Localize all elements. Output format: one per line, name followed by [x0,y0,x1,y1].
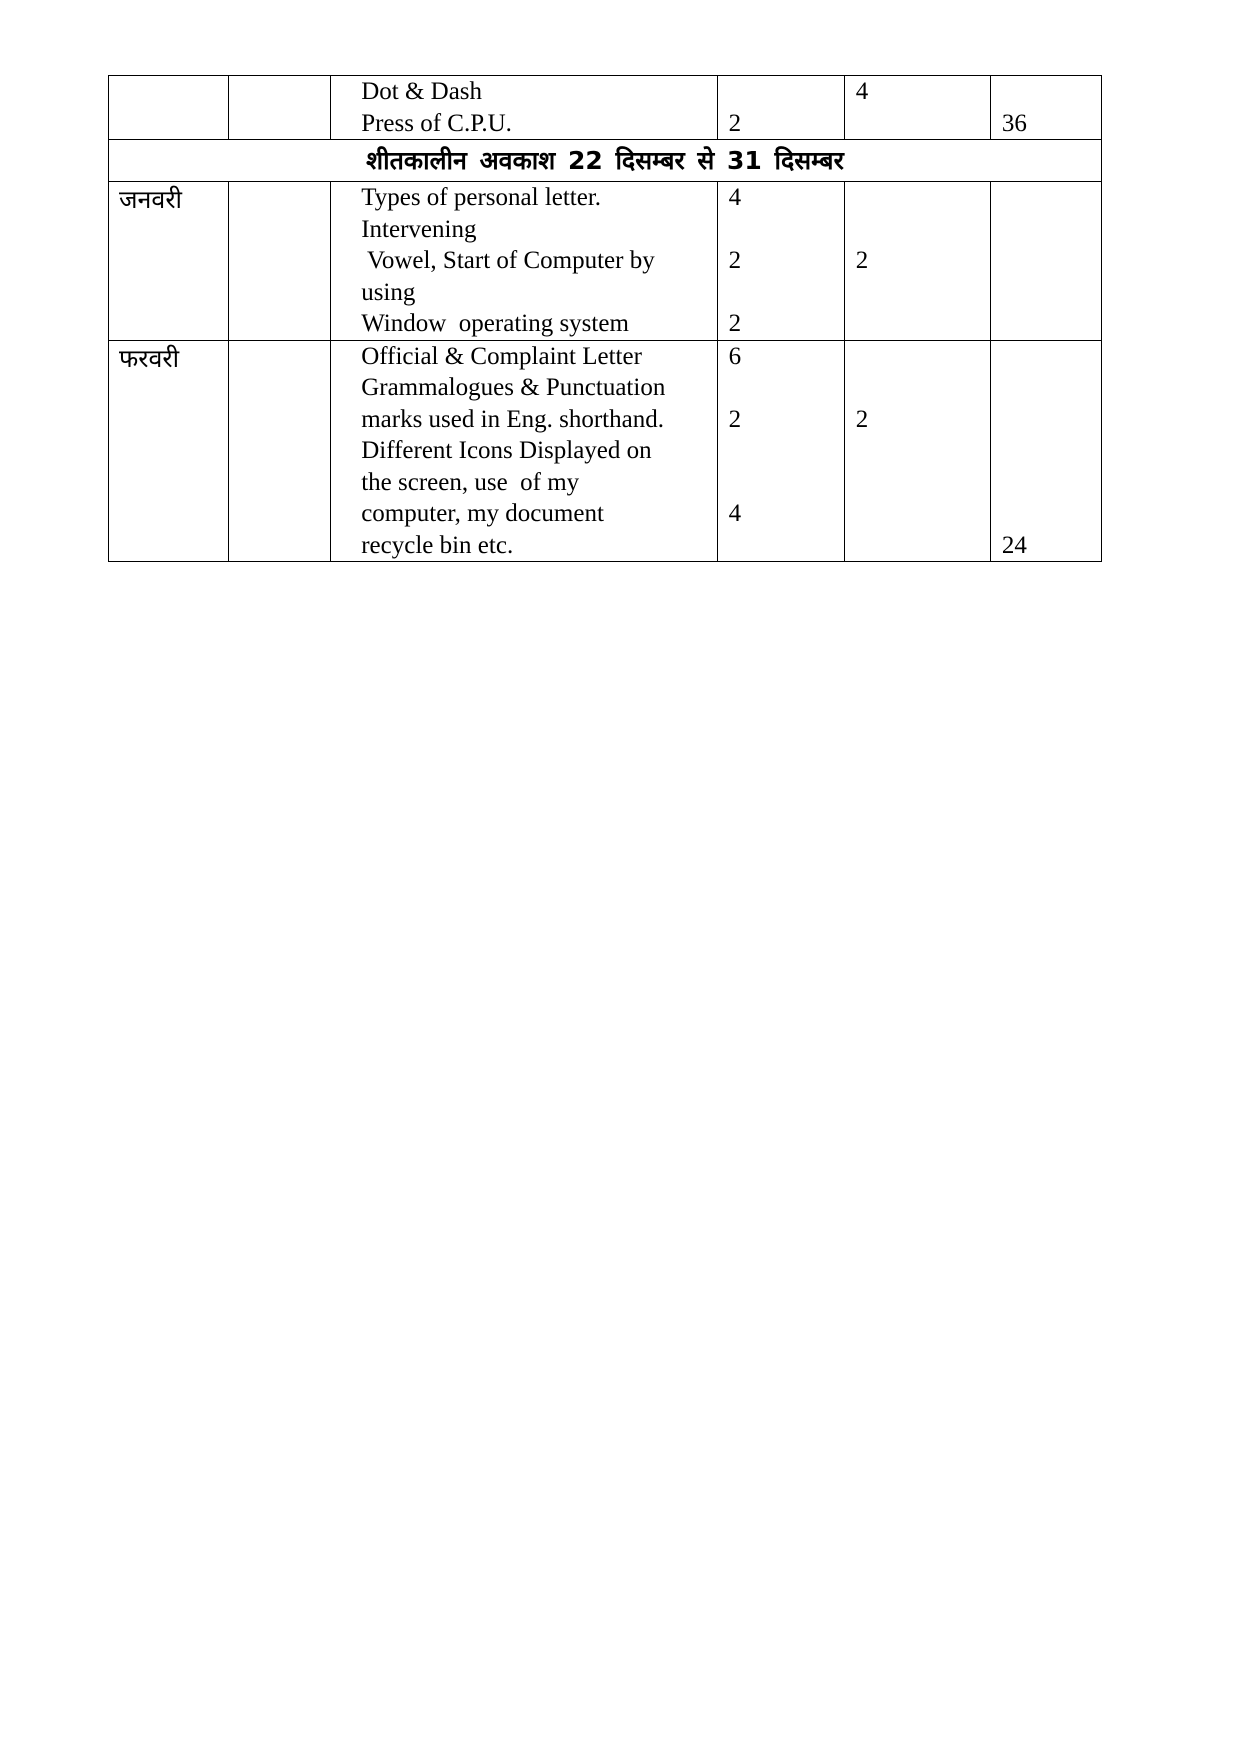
count-value [729,467,844,499]
count-value: 2 [728,310,742,337]
count-value: 2 [855,247,869,274]
count-value: 2 [728,247,742,274]
count-cell-b [844,340,990,562]
table-row [109,182,1102,341]
topic-line: computer, my document [361,500,604,527]
blank-cell [229,182,331,341]
total-value: 24 [1001,531,1027,559]
total-value [1002,467,1101,499]
total-cell [990,340,1101,562]
count-value: 4 [728,500,742,527]
topic-cell [331,340,717,562]
count-value [856,277,990,309]
total-value [1002,435,1101,467]
total-value [1002,498,1101,530]
total-cell [990,76,1101,140]
blank-cell [229,340,331,562]
count-value [856,214,990,246]
table-row [109,76,1102,140]
count-value [856,498,990,530]
count-value [729,372,844,404]
count-value: 6 [728,342,742,370]
total-cell [990,182,1101,341]
topic-line: the screen, use of my [361,468,580,496]
topic-line: Intervening [361,215,477,243]
count-value: 2 [728,405,742,433]
count-cell-a [717,76,844,140]
topic-line: Press of C.P.U. [361,109,512,137]
topic-cell [331,182,717,341]
topic-line: Window operating system [361,310,629,337]
topic-line: Different Icons Displayed on [361,437,652,464]
count-value [729,214,844,246]
count-value [856,372,990,404]
count-value: 2 [728,109,742,137]
count-value [856,435,990,467]
topic-line: Official & Complaint Letter [361,342,642,370]
holiday-row [109,140,1102,182]
count-cell-b [844,76,990,140]
count-value: 4 [855,78,869,105]
count-value [856,467,990,499]
count-value [729,76,844,108]
topic-line: Grammalogues & Punctuation [361,374,666,401]
count-cell-a [717,340,844,562]
count-value [856,182,990,214]
topic-cell [331,76,717,140]
count-value [856,308,990,340]
syllabus-table [108,75,1102,562]
count-cell-a [717,182,844,341]
topic-line: Dot & Dash [361,78,483,105]
total-value [1002,76,1101,108]
count-value: 4 [728,184,742,211]
table-row [109,340,1102,562]
count-value [729,277,844,309]
total-value: 36 [1001,109,1027,137]
count-value [856,530,990,562]
topic-line: Types of personal letter. [361,184,602,211]
total-value [1002,372,1101,404]
topic-line: recycle bin etc. [361,531,514,559]
month-cell [109,76,229,140]
count-value [729,435,844,467]
blank-cell [229,76,331,140]
count-cell-b [844,182,990,341]
month-cell: जनवरी [109,182,229,341]
topic-line: Vowel, Start of Computer by [361,247,655,274]
count-value [729,530,844,562]
holiday-text: शीतकालीन अवकाश 22 दिसम्बर से 31 दिसम्बर [109,140,1102,182]
total-value [1002,404,1101,436]
count-value [856,341,990,373]
count-value: 2 [855,405,869,433]
topic-line: using [361,278,416,306]
count-value [856,108,990,140]
total-value [1002,341,1101,373]
month-cell: फरवरी [109,340,229,562]
topic-line: marks used in Eng. shorthand. [361,405,664,433]
